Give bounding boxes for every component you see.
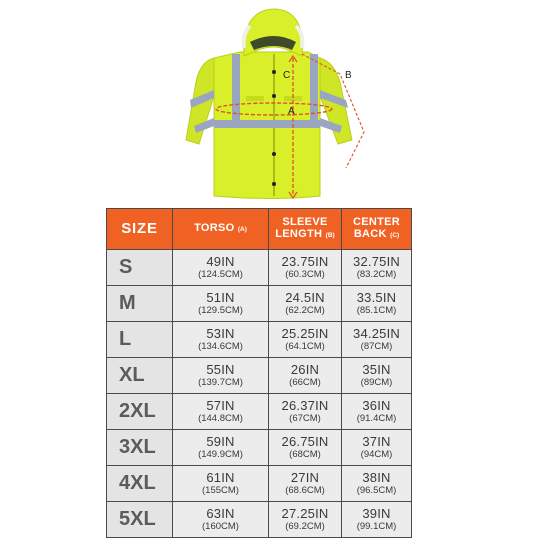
sleeve-cell-inches: 24.5IN (285, 290, 325, 305)
center-back-cell-inches: 36IN (362, 398, 391, 413)
sleeve-cell-inches: 26IN (290, 362, 320, 377)
center-back-cell-inches: 33.5IN (356, 290, 397, 305)
center-back-cell (342, 466, 412, 502)
center-back-cell-centimeters: (94CM) (360, 449, 393, 460)
sleeve-cell-centimeters: (69.2CM) (285, 521, 325, 532)
center-back-cell-centimeters: (91.4CM) (356, 413, 397, 424)
diagram-label-c: C (283, 70, 291, 81)
sleeve-cell-inches: 26.37IN (281, 398, 329, 413)
sleeve-cell-inches: 23.75IN (281, 254, 329, 269)
sleeve-cell-centimeters: (60.3CM) (285, 269, 325, 280)
table-row (107, 430, 412, 466)
jacket-illustration (170, 0, 380, 208)
sleeve-cell (269, 358, 342, 394)
center-back-cell-centimeters: (87CM) (360, 341, 393, 352)
torso-cell-centimeters: (129.5CM) (198, 305, 243, 316)
torso-cell-centimeters: (149.9CM) (198, 449, 243, 460)
torso-cell-inches: 49IN (206, 254, 235, 269)
sleeve-cell (269, 430, 342, 466)
torso-cell (173, 394, 269, 430)
jacket-diagram (170, 0, 380, 208)
center-back-cell (342, 358, 412, 394)
center-back-cell-inches: 37IN (362, 434, 391, 449)
size-cell: 3XL (107, 430, 173, 466)
size-chart-table (106, 208, 412, 538)
diagram-label-b: B (345, 70, 352, 81)
header-torso: TORSO (A) (173, 209, 269, 250)
torso-cell (173, 502, 269, 538)
sleeve-cell (269, 250, 342, 286)
sleeve-cell-centimeters: (67CM) (289, 413, 321, 424)
center-back-cell (342, 394, 412, 430)
sleeve-cell (269, 502, 342, 538)
torso-cell-inches: 53IN (206, 326, 235, 341)
torso-cell-inches: 57IN (206, 398, 235, 413)
header-center-back: CENTER BACK (C) (342, 209, 412, 250)
center-back-cell (342, 322, 412, 358)
torso-cell-centimeters: (124.5CM) (198, 269, 243, 280)
sleeve-cell (269, 466, 342, 502)
table-body (107, 250, 412, 538)
sleeve-cell-inches: 27IN (290, 470, 320, 485)
torso-cell (173, 358, 269, 394)
center-back-cell (342, 250, 412, 286)
table-row (107, 358, 412, 394)
table-row (107, 286, 412, 322)
center-back-cell-centimeters: (99.1CM) (356, 521, 397, 532)
center-back-cell-inches: 38IN (362, 470, 391, 485)
size-cell: S (107, 250, 173, 286)
table-header-row (107, 209, 412, 250)
diagram-label-a: A (288, 106, 295, 117)
sleeve-cell (269, 286, 342, 322)
table-row (107, 394, 412, 430)
table-row (107, 502, 412, 538)
jacket-hood (244, 9, 303, 56)
torso-cell-centimeters: (134.6CM) (198, 341, 243, 352)
torso-cell (173, 430, 269, 466)
sleeve-cell-centimeters: (68CM) (289, 449, 321, 460)
center-back-cell (342, 502, 412, 538)
center-back-cell-inches: 35IN (362, 362, 391, 377)
center-back-cell-centimeters: (89CM) (360, 377, 393, 388)
center-back-cell (342, 286, 412, 322)
torso-cell-centimeters: (160CM) (202, 521, 239, 532)
table-row (107, 322, 412, 358)
size-cell: 2XL (107, 394, 173, 430)
center-back-cell-centimeters: (83.2CM) (356, 269, 397, 280)
torso-cell-inches: 59IN (206, 434, 235, 449)
size-cell: 5XL (107, 502, 173, 538)
sleeve-cell-centimeters: (66CM) (289, 377, 321, 388)
reflective-stripe (232, 54, 240, 120)
torso-cell-inches: 55IN (206, 362, 235, 377)
sleeve-cell-inches: 27.25IN (281, 506, 329, 521)
torso-cell-inches: 63IN (206, 506, 235, 521)
reflective-stripe (310, 54, 318, 120)
header-sleeve-length: SLEEVE LENGTH (B) (269, 209, 342, 250)
center-back-cell (342, 430, 412, 466)
center-back-cell-centimeters: (85.1CM) (356, 305, 397, 316)
torso-cell (173, 322, 269, 358)
sleeve-cell-centimeters: (62.2CM) (285, 305, 325, 316)
size-cell: L (107, 322, 173, 358)
torso-cell (173, 466, 269, 502)
header-size: SIZE (107, 209, 173, 250)
torso-cell-inches: 51IN (206, 290, 235, 305)
reflective-stripe (214, 120, 320, 128)
torso-cell-centimeters: (144.8CM) (198, 413, 243, 424)
size-cell: XL (107, 358, 173, 394)
sleeve-cell-inches: 26.75IN (281, 434, 329, 449)
table-row (107, 250, 412, 286)
torso-cell-centimeters: (139.7CM) (198, 377, 243, 388)
sleeve-cell (269, 322, 342, 358)
torso-cell-centimeters: (155CM) (202, 485, 239, 496)
center-back-cell-centimeters: (96.5CM) (356, 485, 397, 496)
size-cell: M (107, 286, 173, 322)
torso-cell (173, 250, 269, 286)
sleeve-cell-centimeters: (64.1CM) (285, 341, 325, 352)
center-back-cell-inches: 32.75IN (353, 254, 400, 269)
center-back-cell-inches: 39IN (362, 506, 391, 521)
torso-cell-inches: 61IN (206, 470, 235, 485)
size-cell: 4XL (107, 466, 173, 502)
torso-cell (173, 286, 269, 322)
center-back-cell-inches: 34.25IN (353, 326, 400, 341)
sleeve-cell-centimeters: (68.6CM) (285, 485, 325, 496)
table-row (107, 466, 412, 502)
sleeve-cell-inches: 25.25IN (281, 326, 329, 341)
sleeve-cell (269, 394, 342, 430)
